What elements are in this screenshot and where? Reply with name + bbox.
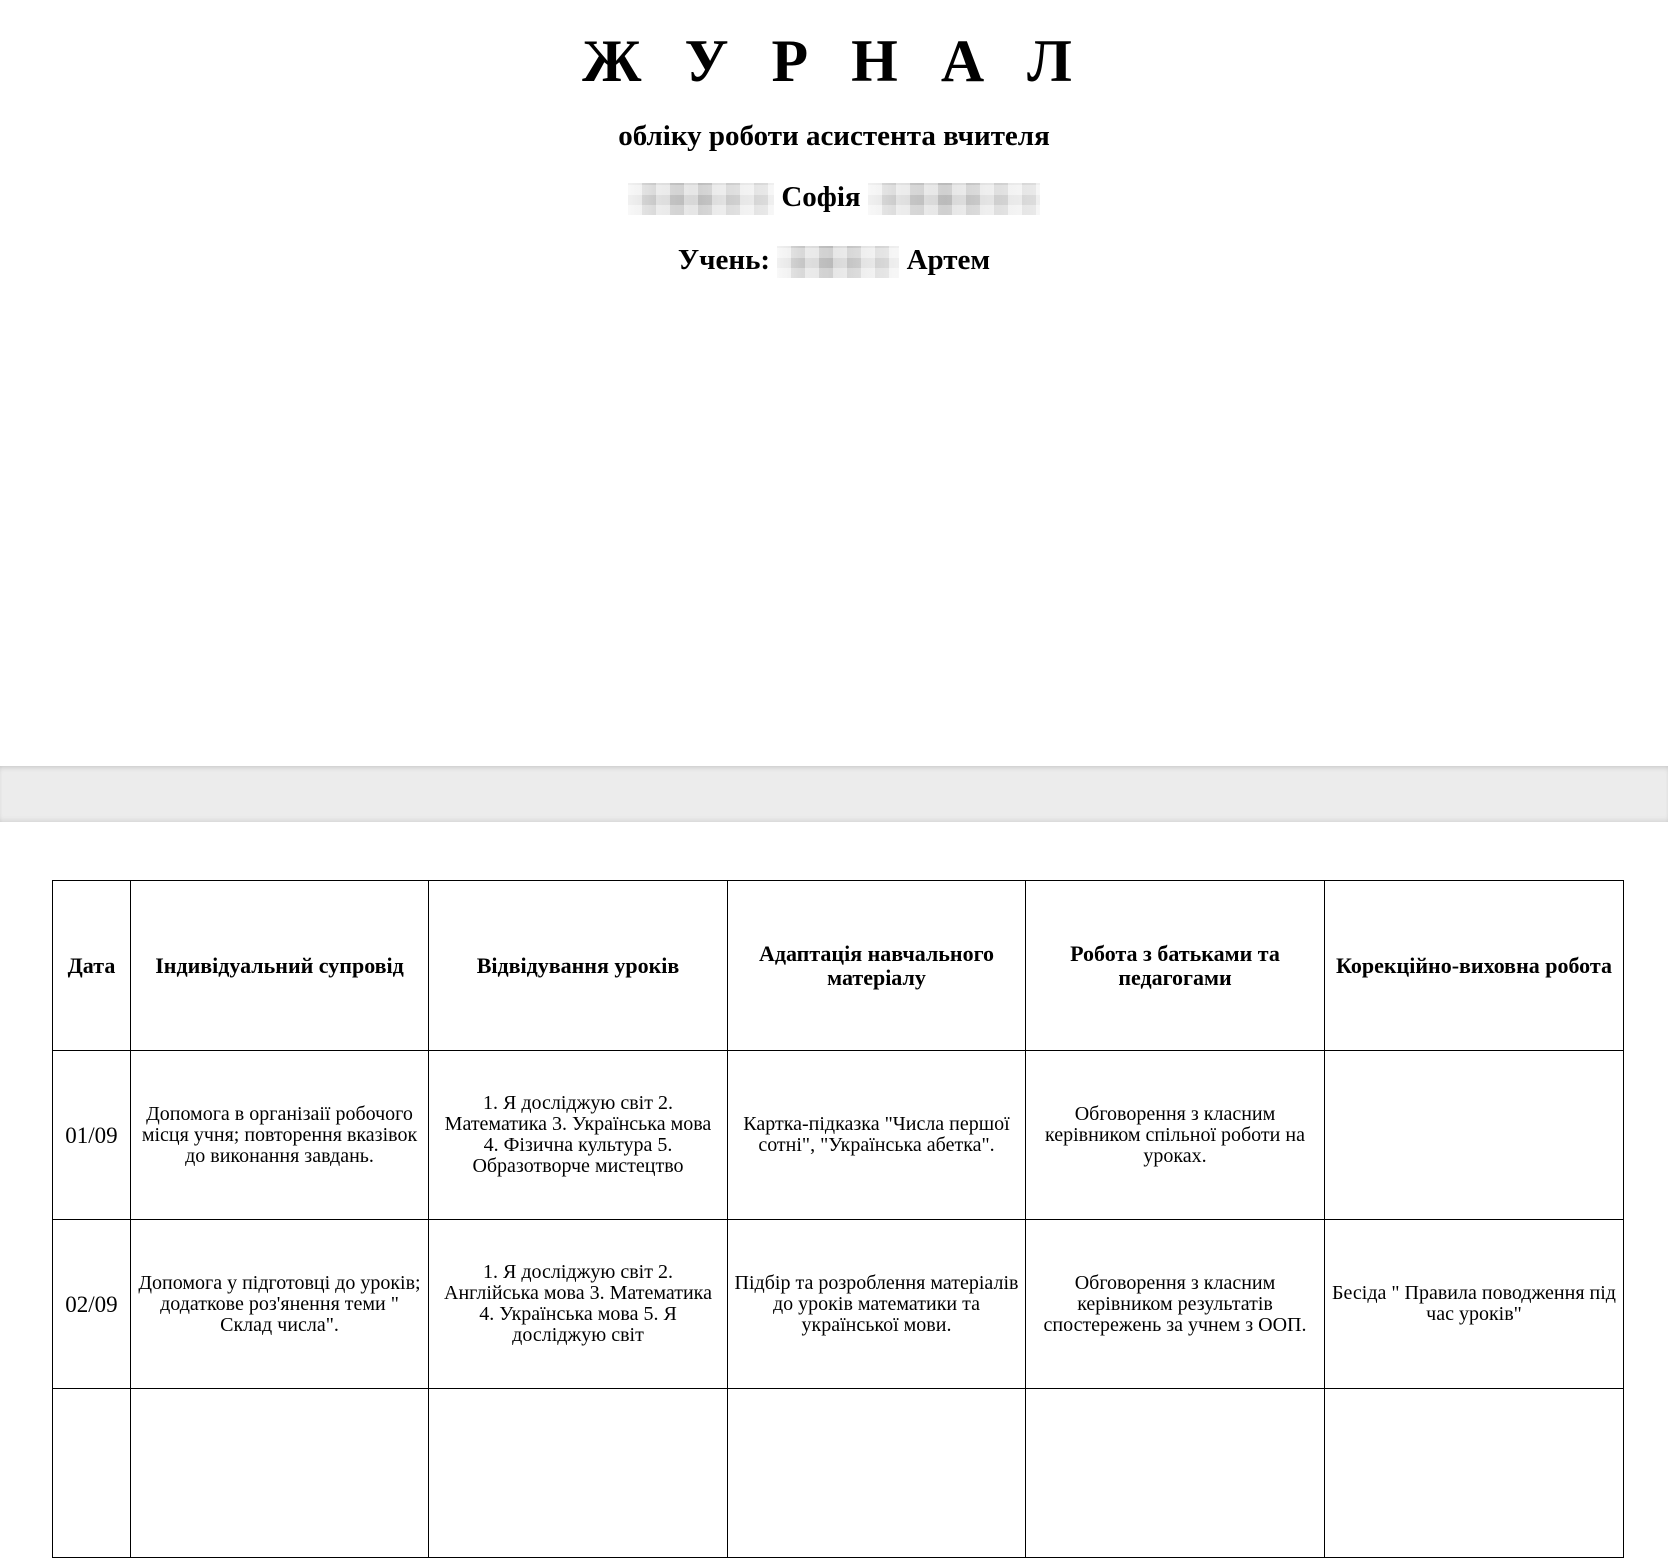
journal-table — [52, 880, 1624, 1558]
column-header-parents: Робота з батьками та педагогами — [1026, 881, 1325, 1051]
column-header-lessons: Відвідування уроків — [429, 881, 728, 1051]
cell-lessons: 1. Я досліджую світ 2. Англійська мова 3. Математика 4. Українська мова 5. Я досліджую світ — [429, 1220, 728, 1389]
cell-date: 01/09 — [53, 1051, 131, 1220]
assistant-name: Софія — [781, 181, 861, 213]
cell-support: Допомога в організаії робочого місця учня; повторення вказівок до виконання завдань. — [131, 1051, 429, 1220]
cell-adaptation: Підбір та розроблення матеріалів до уроків математики та української мови. — [728, 1220, 1026, 1389]
cell-support — [131, 1389, 429, 1558]
table-row — [53, 1051, 1624, 1220]
cell-parents: Обговорення з класним керівником спільної роботи на уроках. — [1026, 1051, 1325, 1220]
assistant-line — [0, 179, 1668, 215]
student-name: Артем — [906, 244, 991, 276]
cell-correction — [1325, 1051, 1624, 1220]
redacted-patronymic — [868, 183, 1040, 215]
cell-correction: Бесіда " Правила поводження під час уроків" — [1325, 1220, 1624, 1389]
redacted-surname — [628, 183, 774, 215]
column-header-support: Індивідуальний супровід — [131, 881, 429, 1051]
page-separator — [0, 766, 1668, 822]
student-line — [0, 242, 1668, 278]
cell-lessons — [429, 1389, 728, 1558]
document-subtitle: обліку роботи асистента вчителя — [618, 120, 1050, 152]
page-two — [0, 822, 1668, 1394]
cell-lessons: 1. Я досліджую світ 2. Математика 3. Українська мова 4. Фізична культура 5. Образотворче мистецтво — [429, 1051, 728, 1220]
column-header-date: Дата — [53, 881, 131, 1051]
column-header-adaptation: Адаптація навчального матеріалу — [728, 881, 1026, 1051]
cell-date — [53, 1389, 131, 1558]
cell-parents: Обговорення з класним керівником результатів спостережень за учнем з ООП. — [1026, 1220, 1325, 1389]
document-title: Ж У Р Н А Л — [582, 28, 1086, 94]
cell-support: Допомога у підготовці до уроків; додаткове роз'янення теми " Склад числа". — [131, 1220, 429, 1389]
page-one — [0, 0, 1668, 766]
cell-date: 02/09 — [53, 1220, 131, 1389]
table-row — [53, 1389, 1624, 1558]
cell-adaptation: Картка-підказка "Числа першої сотні", "Українська абетка". — [728, 1051, 1026, 1220]
table-row — [53, 1220, 1624, 1389]
cell-correction — [1325, 1389, 1624, 1558]
redacted-student-surname — [777, 246, 899, 278]
table-header-row — [53, 881, 1624, 1051]
cell-adaptation — [728, 1389, 1026, 1558]
cell-parents — [1026, 1389, 1325, 1558]
student-label: Учень: — [677, 244, 771, 276]
column-header-correction: Корекційно-виховна робота — [1325, 881, 1624, 1051]
